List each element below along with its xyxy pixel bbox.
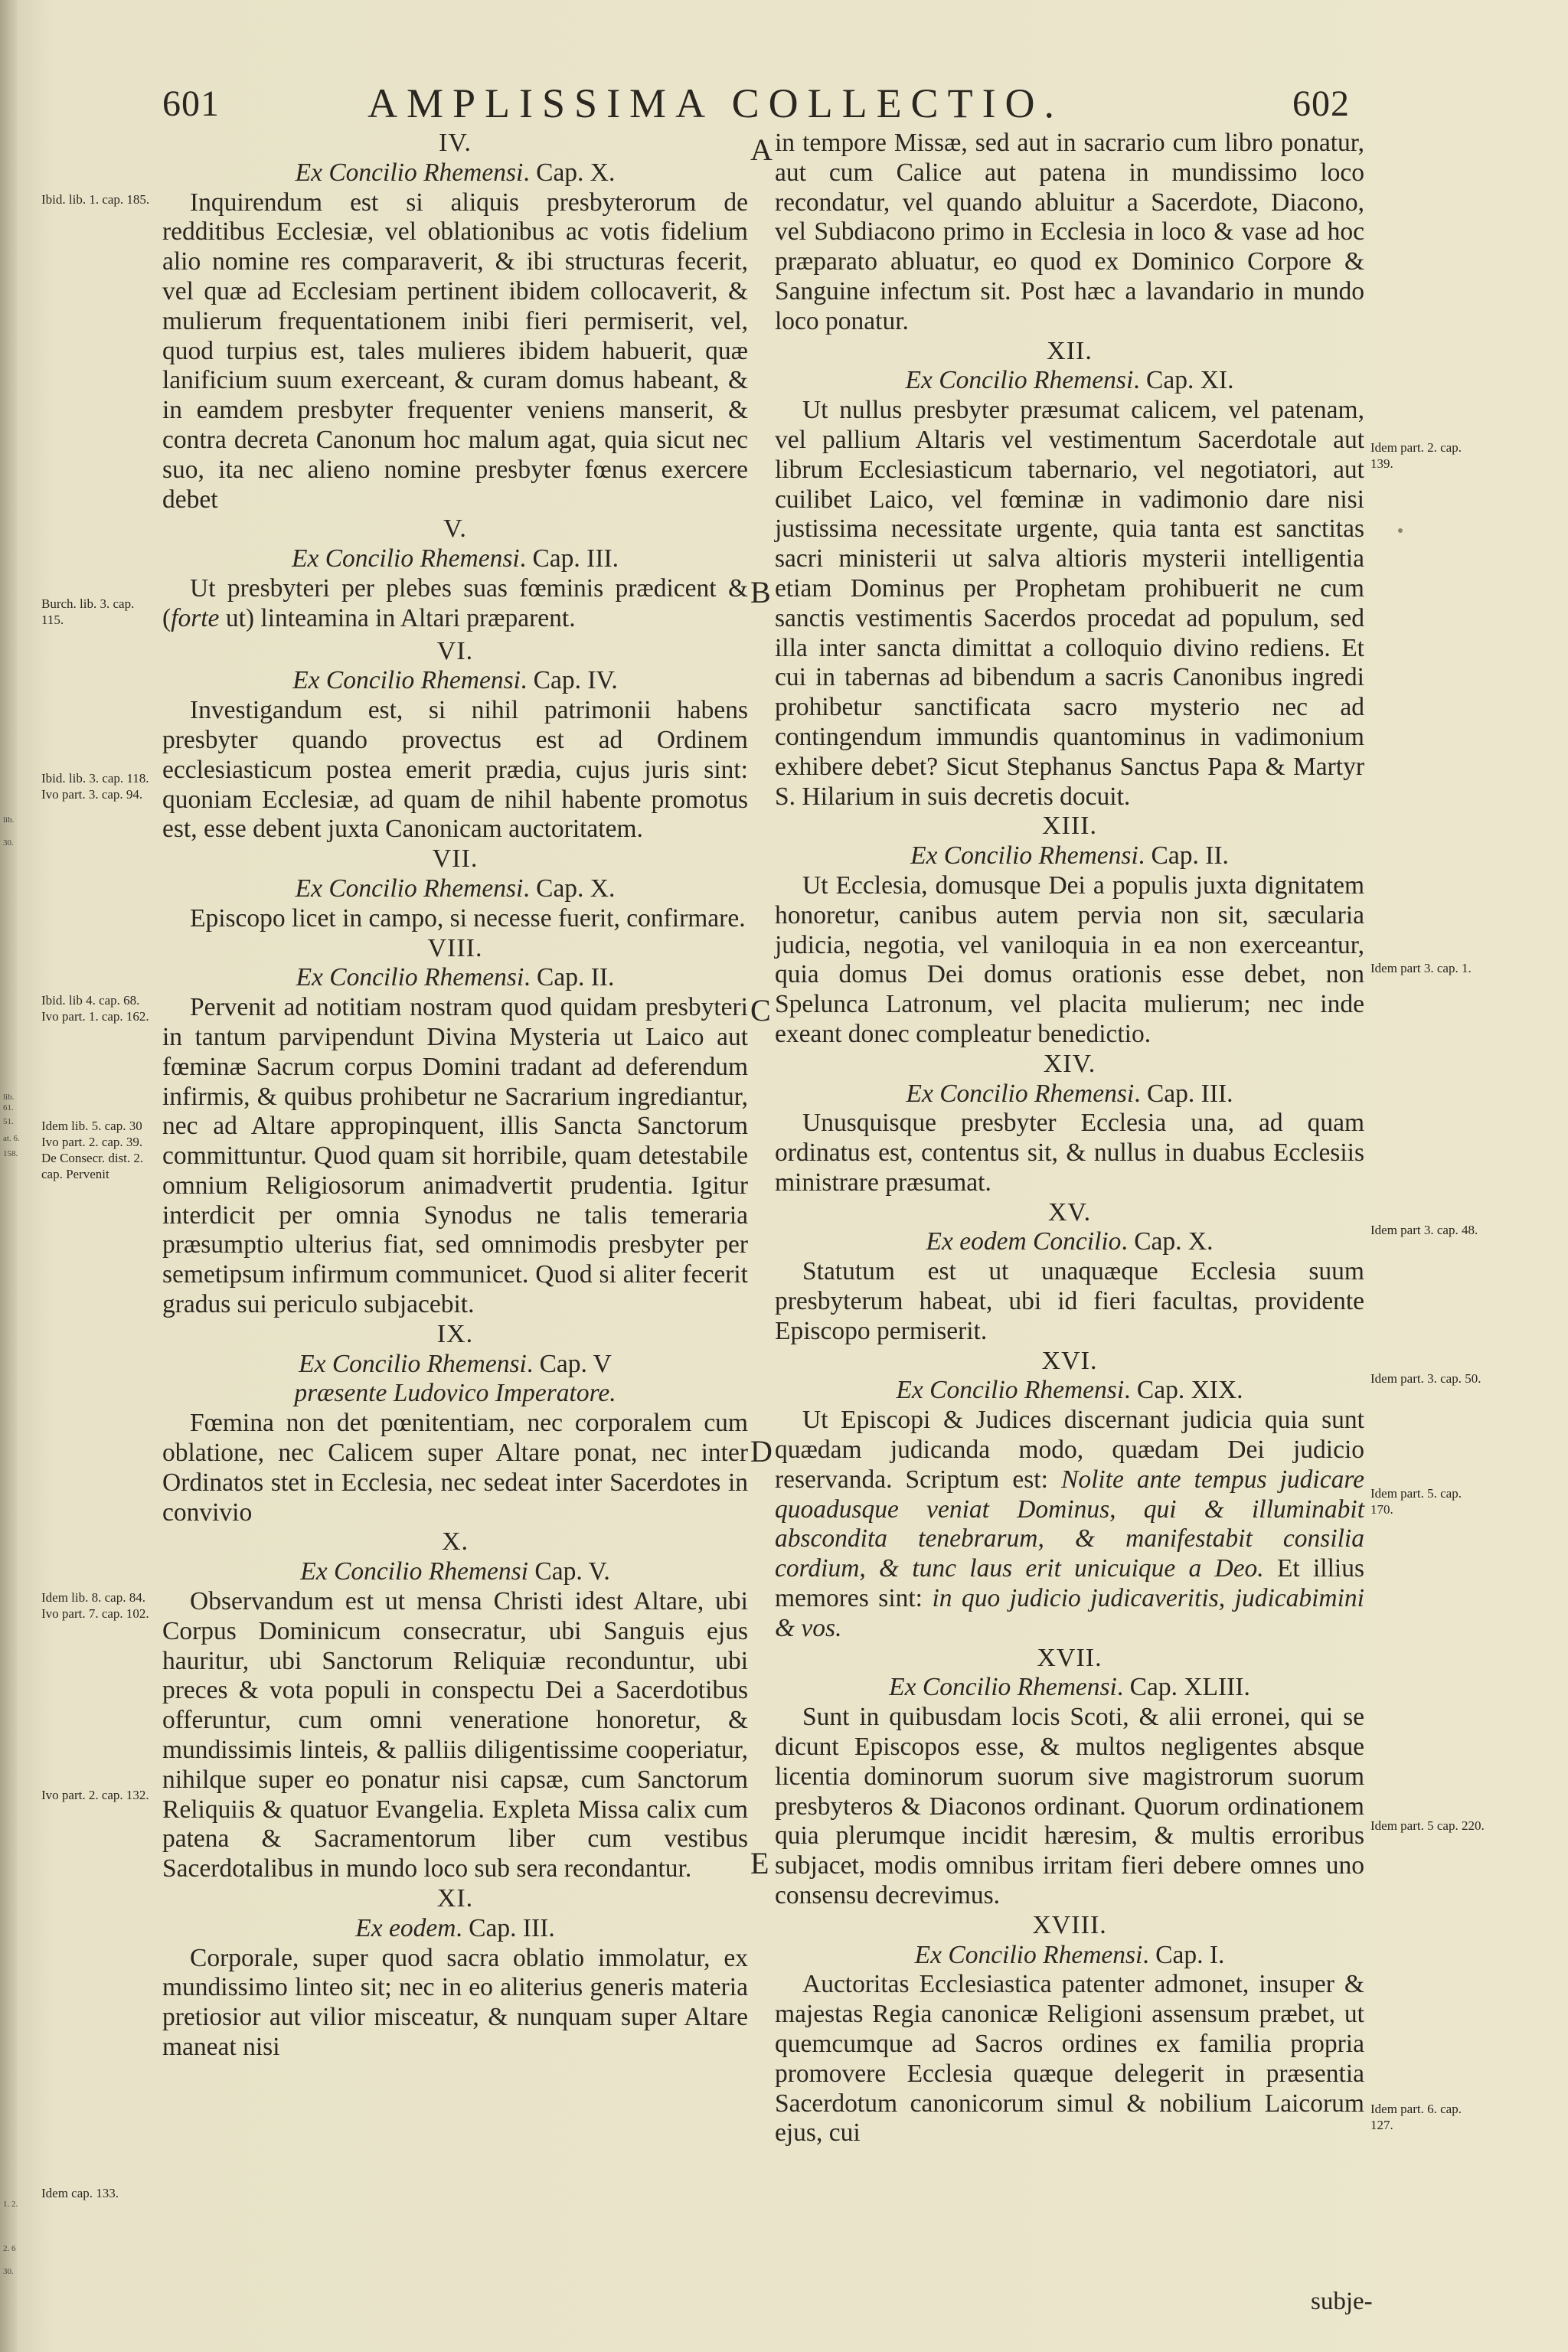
margin-note-left: Ibid. lib 4. cap. 68. Ivo part. 1. cap. 162.	[41, 993, 149, 1024]
section-text: Fœmina non det pœnitentiam, nec corporalem cum oblatione, nec Calicem super Altare ponat, nec inter Ordinatos stet in Ecclesia, nec sedeat inter Sacerdotes in convivio	[162, 1409, 748, 1527]
section-heading: Ex Concilio Rhemensi. Cap. II.	[910, 841, 1229, 871]
margin-note-left: Idem cap. 133.	[41, 2186, 119, 2200]
section-number: XIV.	[1043, 1049, 1096, 1078]
section-number: XVII.	[1037, 1643, 1102, 1672]
section-heading: Ex Concilio Rhemensi. Cap. I.	[914, 1940, 1225, 1969]
section-heading: Ex Concilio Rhemensi. Cap. X.	[295, 158, 616, 187]
section-text: Statutum est ut unaquæque Ecclesia suum presbyterum habeat, ubi id fieri facultas, providente Episcopo permiserit.	[775, 1257, 1364, 1345]
section-text: Ut presbyteri per plebes suas fœminis prædicent & (forte ut) linteamina in Altari præparent.	[162, 573, 748, 632]
section-heading: Ex Concilio Rhemensi. Cap. IV.	[292, 666, 618, 695]
edge-fragment: 30.	[3, 838, 14, 848]
section-number: VIII.	[427, 933, 483, 962]
page-number-left: 601	[162, 83, 220, 124]
section-number: VI.	[436, 636, 474, 665]
section-number: XVIII.	[1032, 1910, 1107, 1939]
margin-note-right: Idem part. 5 cap. 220.	[1370, 1818, 1485, 1833]
section-heading: Ex Concilio Rhemensi. Cap. XIX.	[896, 1376, 1243, 1405]
column-marker-b: B	[750, 575, 771, 609]
section-number: X.	[441, 1527, 469, 1557]
margin-note-left: Ivo part. 2. cap. 132.	[41, 1788, 149, 1802]
column-marker-d: D	[750, 1434, 773, 1468]
section-text: Auctoritas Ecclesiastica patenter admonet, insuper & majestas Regia canonicæ Religioni assensum præbet, ut quemcumque ad Sacros ordines ex familia propria promovere Ecclesia quæque delegerit in præsentia Sacerdotum canonicorum simul & nobilium Laicorum ejus, cui	[775, 1970, 1364, 2148]
section-heading: Ex Concilio Rhemensi Cap. V.	[300, 1557, 610, 1586]
section-text: Investigandum est, si nihil patrimonii habens presbyter quando provectus est ad Ordinem ecclesiasticum postea emerit prædia, cujus juris sint: quoniam Ecclesiæ, ad quam de nihil habente promotus est, esse debent juxta Canonicam auctoritatem.	[162, 696, 748, 844]
section-text: Ut nullus presbyter præsumat calicem, vel patenam, vel pallium Altaris vel vestimentum Sacerdotale aut librum Ecclesiasticum tabernario, vel negotiatori, aut cuilibet Laico, vel fœminæ in vadimonio dare nisi justissima necessitate urgente, quia tanta est sanctitas sacri ministerii ut salva altioris mysterii intelligentia etiam Dominus per Prophetam prohibuerit ne cum sanctis vestimentis Sacerdos procedat ad populum, sed illa inter sancta dimittat a colloquio divino rediens. Et cui in tabernas ad bibendum a sacris Canonibus ingredi prohibetur sanctificata sacro mysterio nec ad contingendum immundis quantominus in vadimonium exhibere debet? Sicut Stephanus Sanctus Papa & Martyr S. Hilarium in suis decretis docuit.	[775, 396, 1364, 811]
margin-note-right: Idem part. 3. cap. 50.	[1370, 1371, 1481, 1386]
section-heading: Ex Concilio Rhemensi. Cap. X.	[295, 874, 616, 903]
column-marker-e: E	[750, 1846, 769, 1880]
section-text: Sunt in quibusdam locis Scoti, & alii erronei, qui se dicunt Episcopos esse, & multos negligentes absque licentia dominorum suorum sive magistrorum suorum presbyteros & Diaconos ordinant. Quorum ordinationem quia plerumque incidit hæresim, & multis erroribus subjacet, modis omnibus irritam fieri debere omnes uno consensu decrevimus.	[775, 1703, 1364, 1910]
margin-note-right: Idem part 3. cap. 48.	[1370, 1223, 1478, 1237]
section-heading: Ex Concilio Rhemensi. Cap. III.	[906, 1079, 1233, 1108]
column-marker-a: A	[750, 132, 773, 167]
page-number-right: 602	[1292, 83, 1350, 124]
margin-note-left: Burch. lib. 3. cap. 115.	[41, 596, 135, 627]
section-heading: Ex Concilio Rhemensi. Cap. XI.	[905, 366, 1234, 395]
edge-fragment: 2. 6	[3, 2244, 16, 2253]
ink-speck	[1398, 528, 1403, 533]
margin-note-right: Idem part 3. cap. 1.	[1370, 961, 1472, 975]
section-number: XVI.	[1041, 1346, 1098, 1375]
section-heading: Ex Concilio Rhemensi. Cap. III.	[291, 544, 619, 573]
edge-fragment: 1. 2.	[3, 2200, 18, 2209]
section-number: VII.	[432, 844, 479, 874]
gutter-shadow	[0, 0, 17, 2352]
margin-note-right: Idem part. 5. cap. 170.	[1370, 1486, 1462, 1517]
edge-fragment: lib.	[3, 815, 15, 825]
section-subheading: præsente Ludovico Imperatore.	[294, 1379, 616, 1408]
section-text: in tempore Missæ, sed aut in sacrario cum libro ponatur, aut cum Calice aut patena in mundissimo loco recondatur, vel quando abluitur a Sacerdote, Diacono, vel Subdiacono primo in Ecclesia in loco & vase ad hoc præparato abluatur, eo quod ex Dominico Corpore & Sanguine infectum sit. Post hæc a lavandario in mundo loco ponatur.	[775, 129, 1364, 335]
margin-note-left: Ibid. lib. 1. cap. 185.	[41, 192, 150, 207]
catchword: subje-	[1311, 2288, 1373, 2315]
section-text: Unusquisque presbyter Ecclesia una, ad quam ordinatus est, contentus sit, & nullus in duabus Ecclesiis ministrare præsumat.	[775, 1109, 1364, 1197]
section-number: XI.	[436, 1884, 474, 1913]
section-number: IV.	[439, 129, 472, 157]
section-text: Pervenit ad notitiam nostram quod quidam presbyteri in tantum parvipendunt Divina Mysteria ut Laico aut fœminæ Sacrum corpus Domini tradant ad deferendum infirmis, & quibus prohibetur ne Sacrarium ingrediantur, nec ad Altare appropinquent, illis Sancta Sanctorum committuntur. Quod quam sit horribile, quam detestabile omnium Religiosorum animadvertit prudentia. Igitur interdicit per omnia Synodus ne talis temeraria præsumptio ulterius fiat, sed omnimodis presbyter per semetipsum infirmum communicet. Quod si aliter fecerit gradus sui periculo subjacebit.	[162, 993, 748, 1319]
running-title: AMPLISSIMA COLLECTIO.	[368, 80, 1064, 126]
section-heading: Ex Concilio Rhemensi. Cap. XLIII.	[889, 1673, 1250, 1702]
margin-note-left: Ibid. lib. 3. cap. 118. Ivo part. 3. cap. 94.	[41, 771, 149, 802]
section-number: V.	[443, 514, 467, 544]
section-number: IX.	[436, 1319, 474, 1348]
section-number: XV.	[1047, 1197, 1092, 1227]
section-text: Corporale, super quod sacra oblatio immolatur, ex mundissimo linteo sit; nec in eo aliterius generis materia pretiosior aut vilior misceatur, & nunquam super Altare maneat nisi	[162, 1943, 748, 2061]
section-text: Episcopo licet in campo, si necesse fuerit, confirmare.	[190, 903, 746, 933]
margin-note-left: Idem lib. 8. cap. 84. Ivo part. 7. cap. 102.	[41, 1590, 149, 1621]
section-text: Ut Ecclesia, domusque Dei a populis juxta dignitatem honoretur, canibus autem pervia non sit, sæcularia judicia, negotia, vel vaniloquia in ea non exerceantur, quia domus Dei domus orationis esse debet, non Spelunca Latronum, vel placita mulierum; nec inde exeant donec compleatur benedictio.	[775, 871, 1364, 1048]
column-marker-c: C	[750, 993, 771, 1027]
edge-fragment: 51.	[3, 1117, 14, 1126]
edge-fragment: 30.	[3, 2267, 14, 2276]
edge-fragment: at. 6.	[3, 1134, 20, 1143]
section-heading: Ex eodem. Cap. III.	[355, 1913, 555, 1942]
margin-note-right: Idem part. 2. cap. 139.	[1370, 440, 1462, 471]
section-heading: Ex eodem Concilio. Cap. X.	[926, 1227, 1214, 1256]
section-number: XII.	[1047, 336, 1093, 365]
margin-note-left: Idem lib. 5. cap. 30 Ivo part. 2. cap. 39. De Consecr. dist. 2. cap. Pervenit	[41, 1119, 144, 1181]
section-number: XIII.	[1041, 812, 1098, 841]
edge-fragment: lib. 61.	[3, 1093, 15, 1112]
right-column	[775, 129, 1364, 2148]
section-heading: Ex Concilio Rhemensi. Cap. II.	[296, 963, 615, 992]
margin-note-right: Idem part. 6. cap. 127.	[1370, 2102, 1462, 2132]
left-column	[162, 129, 748, 2063]
section-text: Ut Episcopi & Judices discernant judicia quia sunt quædam judicanda modo, quædam Dei judicio reservanda. Scriptum est: Nolite ante tempus judicare quoadusque veniat Dominus, qui & illuminabit abscondita tenebrarum, & manifestabit consilia cordium, & tunc laus erit unicuique a Deo. Et illius memores sint: in quo judicio judicaveritis, judicabimini & vos.	[775, 1406, 1364, 1642]
section-text: Inquirendum est si aliquis presbyterorum de redditibus Ecclesiæ, vel oblationibus ac votis fidelium alio nomine res comparaverit, & ibi structuras fecerit, vel quæ ad Ecclesiam pertinent ibidem collocaverit, & mulierum frequentationem inibi fieri permiserit, vel, quod turpius est, tales mulieres ibidem habuerit, quæ lanificium suum exerceant, & curam domus habeant, & in eamdem presbyter frequenter veniens manserit, & contra decreta Canonum hoc malum agat, quia sicut nec suo, ita nec alieno nomine presbyter fœnus exercere debet	[162, 188, 748, 514]
edge-fragment: 158.	[3, 1149, 18, 1158]
section-text: Observandum est ut mensa Christi idest Altare, ubi Corpus Dominicum consecratur, ubi Sanguis ejus hauritur, ubi Sanctorum Reliquiæ reconduntur, ubi preces & vota populi in conspectu Dei a Sacerdotibus offeruntur, cum omni veneratione honoretur, & mundissimis linteis, & palliis diligentissime cooperiatur, nihilque super eo ponatur nisi capsæ, cum Sanctorum Reliquiis & quatuor Evangelia. Expleta Missa calix cum patena & Sacramentorum liber cum vestibus Sacerdotalibus in mundo loco sub sera recondantur.	[162, 1587, 748, 1883]
section-heading: Ex Concilio Rhemensi. Cap. V	[299, 1349, 612, 1378]
